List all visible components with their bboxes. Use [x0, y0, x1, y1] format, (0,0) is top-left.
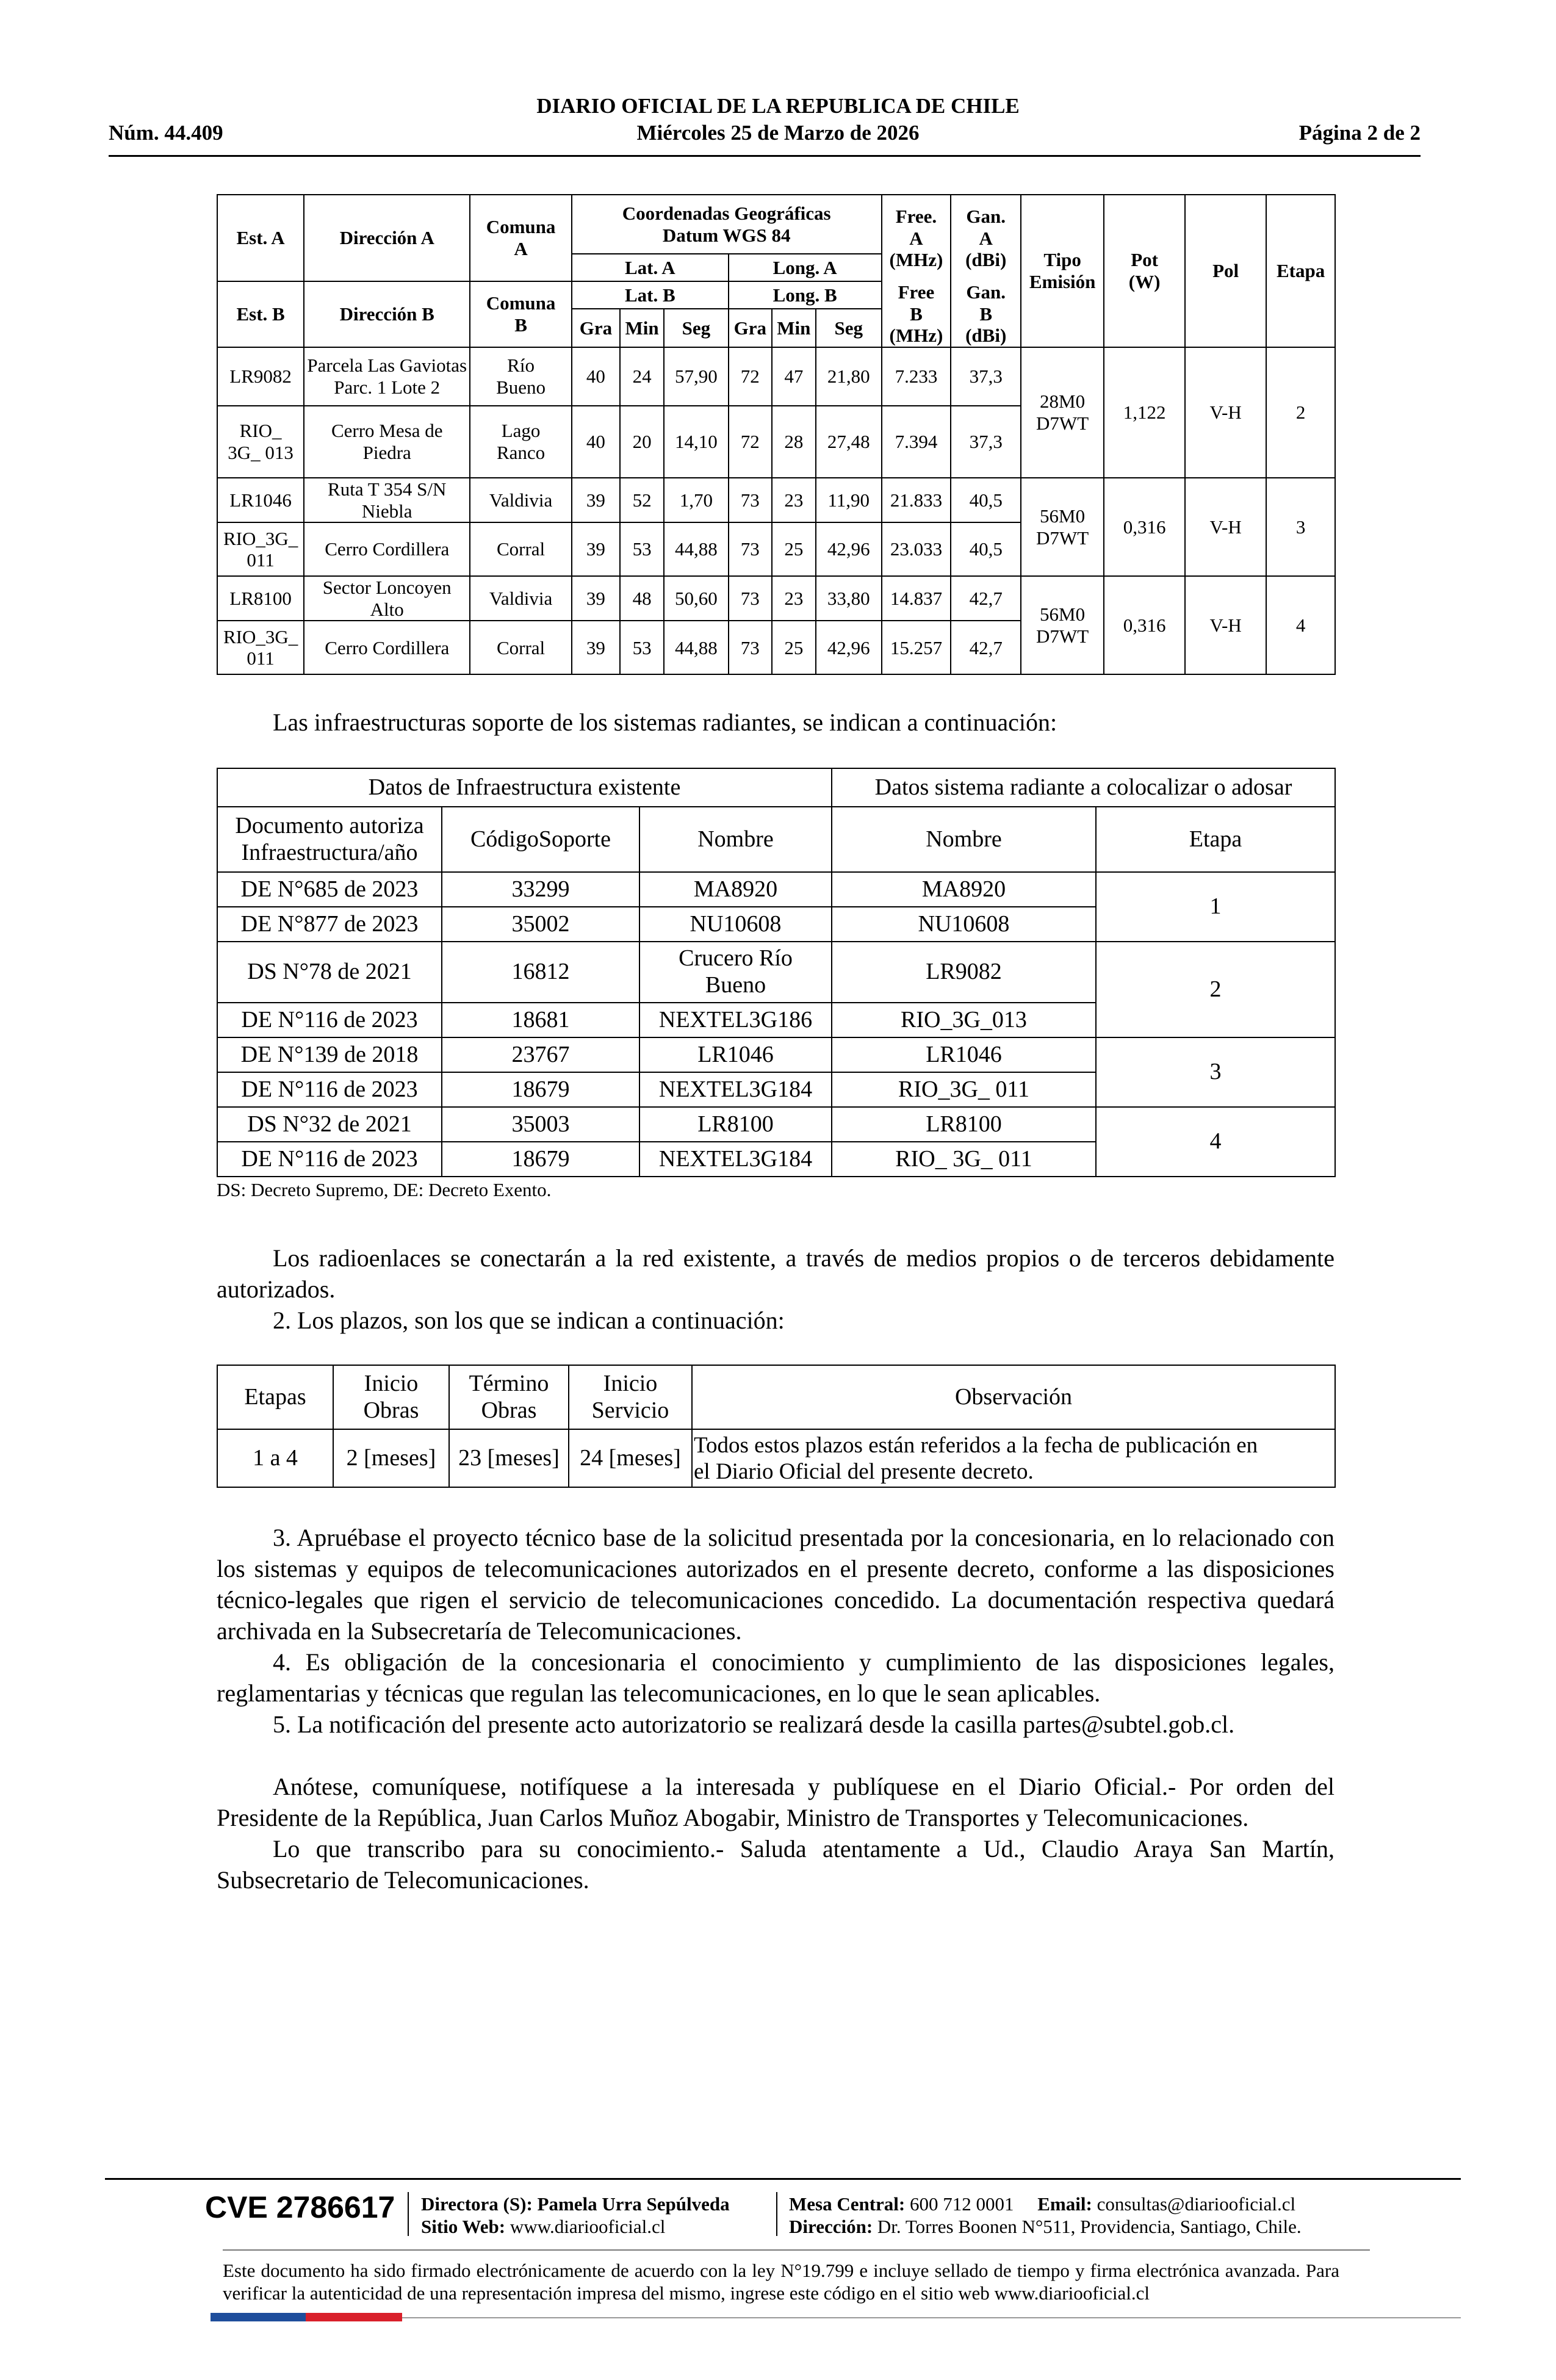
long-seg-cell: 42,96 [816, 621, 882, 674]
footer-divider [776, 2192, 777, 2236]
freq-cell: 15.257 [882, 621, 951, 674]
long-gra-cell: 73 [729, 621, 772, 674]
doc-cell: DE N°116 de 2023 [217, 1003, 442, 1037]
long-gra-cell: 73 [729, 576, 772, 621]
etapa-cell: 2 [1096, 942, 1335, 1037]
col-nombre-radiante: Nombre [832, 807, 1096, 872]
lat-seg-cell: 57,90 [664, 347, 729, 406]
est-cell: RIO_3G_ 011 [217, 522, 304, 576]
inicio-servicio-cell: 24 [meses] [569, 1429, 692, 1487]
footer-rule-thin [223, 2249, 1370, 2251]
lat-seg-cell: 44,88 [664, 522, 729, 576]
header-gra-lat: Gra [572, 309, 620, 347]
long-gra-cell: 73 [729, 522, 772, 576]
header-freq-b: Free B (MHz) [882, 281, 951, 347]
radio-links-table [217, 194, 1336, 675]
header-pot: Pot (W) [1104, 195, 1185, 347]
gan-cell: 42,7 [951, 576, 1021, 621]
long-gra-cell: 72 [729, 347, 772, 406]
pol-cell: V-H [1185, 576, 1266, 674]
col-inicio-obras: Inicio Obras [333, 1365, 449, 1429]
header-est-b: Est. B [217, 281, 304, 347]
gan-cell: 40,5 [951, 478, 1021, 522]
freq-cell: 7.233 [882, 347, 951, 406]
freq-cell: 23.033 [882, 522, 951, 576]
col-etapa: Etapa [1096, 807, 1335, 872]
etapa-cell: 3 [1096, 1037, 1335, 1107]
dir-cell: Cerro Cordillera [304, 522, 470, 576]
comuna-cell: Corral [470, 621, 572, 674]
article-5: 5. La notificación del presente acto autorizatorio se realizará desde la casilla partes@subtel.gob.cl. [273, 1711, 1235, 1738]
comuna-cell: Lago Ranco [470, 406, 572, 478]
pot-cell: 0,316 [1104, 576, 1185, 674]
comuna-cell: Corral [470, 522, 572, 576]
footer-divider [408, 2192, 409, 2236]
header-gan-b: Gan. B (dBi) [951, 281, 1021, 347]
doc-cell: DS N°78 de 2021 [217, 942, 442, 1003]
lat-min-cell: 53 [620, 621, 664, 674]
long-gra-cell: 72 [729, 406, 772, 478]
group-existing-infra: Datos de Infraestructura existente [217, 768, 832, 807]
dir-cell: Sector Loncoyen Alto [304, 576, 470, 621]
comuna-cell: Valdivia [470, 576, 572, 621]
header-seg-long: Seg [816, 309, 882, 347]
table-row [217, 1107, 1335, 1142]
nombre-radiante-cell: RIO_3G_013 [832, 1003, 1096, 1037]
header-min-long: Min [772, 309, 816, 347]
col-codigo-soporte: CódigoSoporte [442, 807, 639, 872]
table-row [217, 1037, 1335, 1072]
col-documento: Documento autoriza Infraestructura/año [217, 807, 442, 872]
website-link[interactable]: www.diariooficial.cl [510, 2216, 666, 2237]
group-radiating-system: Datos sistema radiante a colocalizar o adosar [832, 768, 1335, 807]
doc-cell: DE N°116 de 2023 [217, 1072, 442, 1107]
codigo-cell: 35003 [442, 1107, 639, 1142]
est-cell: RIO_3G_ 011 [217, 621, 304, 674]
radiolinks-paragraph: Los radioenlaces se conectarán a la red existente, a través de medios propios o de terceros debidamente autorizados. 2. Los plazos, son los que se indican a continuación: [217, 1244, 1334, 1334]
flag-stripe-red [306, 2313, 402, 2321]
table-row [217, 478, 1335, 522]
header-lat-a: Lat. A [572, 254, 729, 281]
header-pol: Pol [1185, 195, 1266, 347]
nombre-cell: MA8920 [639, 872, 832, 907]
footer-contact-left: Directora (S): Pamela Urra Sepúlveda Sitio Web: www.diariooficial.cl [421, 2193, 730, 2237]
est-cell: RIO_ 3G_ 013 [217, 406, 304, 478]
table-row [217, 347, 1335, 406]
codigo-cell: 33299 [442, 872, 639, 907]
article-3: 3. Apruébase el proyecto técnico base de la solicitud presentada por la concesionaria, en lo relacionado con los sistemas y equipos de telecomunicaciones autorizados en el presente decreto, conforme a las disposiciones técnico-legales que rigen el servicio de telecomunicaciones concedido. La documentación respectiva quedará archivada en la Subsecretaría de Telecomunicaciones. [217, 1524, 1334, 1645]
freq-cell: 7.394 [882, 406, 951, 478]
footer-contact-right: Mesa Central: 600 712 0001 Email: consultas@diariooficial.cl Dirección: Dr. Torres Boonen N°511, Providencia, Santiago, Chile. [789, 2193, 1302, 2237]
long-min-cell: 28 [772, 406, 816, 478]
etapa-cell: 4 [1266, 576, 1335, 674]
header-long-b: Long. B [729, 281, 882, 309]
observacion-cell: Todos estos plazos están referidos a la fecha de publicación en el Diario Oficial del presente decreto. [692, 1429, 1335, 1487]
doc-cell: DE N°685 de 2023 [217, 872, 442, 907]
header-coords: Coordenadas Geográficas Datum WGS 84 [572, 195, 882, 254]
est-cell: LR9082 [217, 347, 304, 406]
nombre-cell: NU10608 [639, 907, 832, 942]
gan-cell: 40,5 [951, 522, 1021, 576]
header-min-lat: Min [620, 309, 664, 347]
nombre-radiante-cell: LR1046 [832, 1037, 1096, 1072]
long-seg-cell: 27,48 [816, 406, 882, 478]
header-comuna-b: Comuna B [470, 281, 572, 347]
header-comuna-a: Comuna A [470, 195, 572, 281]
long-min-cell: 23 [772, 478, 816, 522]
dir-cell: Parcela Las Gaviotas Parc. 1 Lote 2 [304, 347, 470, 406]
est-cell: LR1046 [217, 478, 304, 522]
nombre-cell: Crucero Río Bueno [639, 942, 832, 1003]
etapa-cell: 2 [1266, 347, 1335, 478]
etapa-cell: 4 [1096, 1107, 1335, 1177]
lat-gra-cell: 39 [572, 576, 620, 621]
nombre-radiante-cell: NU10608 [832, 907, 1096, 942]
doc-cell: DE N°116 de 2023 [217, 1142, 442, 1177]
lat-min-cell: 53 [620, 522, 664, 576]
pot-cell: 1,122 [1104, 347, 1185, 478]
col-nombre: Nombre [639, 807, 832, 872]
lat-seg-cell: 44,88 [664, 621, 729, 674]
nombre-cell: LR8100 [639, 1107, 832, 1142]
header-gan-a: Gan. A (dBi) [951, 195, 1021, 281]
doc-cell: DE N°877 de 2023 [217, 907, 442, 942]
nombre-cell: LR1046 [639, 1037, 832, 1072]
gan-cell: 42,7 [951, 621, 1021, 674]
header-freq-a: Free. A (MHz) [882, 195, 951, 281]
long-min-cell: 23 [772, 576, 816, 621]
termino-obras-cell: 23 [meses] [449, 1429, 569, 1487]
tipo-cell: 56M0 D7WT [1021, 576, 1104, 674]
col-inicio-servicio: Inicio Servicio [569, 1365, 692, 1429]
nombre-radiante-cell: LR9082 [832, 942, 1096, 1003]
long-gra-cell: 73 [729, 478, 772, 522]
footer-rule [105, 2178, 1461, 2180]
pol-cell: V-H [1185, 478, 1266, 576]
lat-min-cell: 20 [620, 406, 664, 478]
header-dir-a: Dirección A [304, 195, 470, 281]
header-lat-b: Lat. B [572, 281, 729, 309]
lat-min-cell: 52 [620, 478, 664, 522]
header-rule [109, 155, 1421, 157]
header-gra-long: Gra [729, 309, 772, 347]
nombre-cell: NEXTEL3G184 [639, 1142, 832, 1177]
nombre-cell: NEXTEL3G184 [639, 1072, 832, 1107]
newspaper-title: DIARIO OFICIAL DE LA REPUBLICA DE CHILE [536, 94, 1020, 118]
header-dir-b: Dirección B [304, 281, 470, 347]
header-est-a: Est. A [217, 195, 304, 281]
doc-cell: DE N°139 de 2018 [217, 1037, 442, 1072]
header-seg-lat: Seg [664, 309, 729, 347]
freq-cell: 21.833 [882, 478, 951, 522]
inicio-obras-cell: 2 [meses] [333, 1429, 449, 1487]
lat-seg-cell: 1,70 [664, 478, 729, 522]
cve-code: CVE 2786617 [205, 2190, 395, 2224]
infra-intro-paragraph: Las infraestructuras soporte de los sistemas radiantes, se indican a continuación: [273, 709, 1057, 736]
nombre-radiante-cell: MA8920 [832, 872, 1096, 907]
dir-cell: Cerro Cordillera [304, 621, 470, 674]
etapa-cell: 1 [1096, 872, 1335, 942]
pot-cell: 0,316 [1104, 478, 1185, 576]
header-tipo: Tipo Emisión [1021, 195, 1104, 347]
lat-gra-cell: 40 [572, 347, 620, 406]
nombre-radiante-cell: RIO_3G_ 011 [832, 1072, 1096, 1107]
infrastructure-table [217, 768, 1336, 1177]
article-4: 4. Es obligación de la concesionaria el conocimiento y cumplimiento de las disposiciones legales, reglamentarias y técnicas que regulan las telecomunicaciones, en lo que le sean aplicables. [217, 1648, 1334, 1707]
lat-gra-cell: 39 [572, 522, 620, 576]
lat-seg-cell: 50,60 [664, 576, 729, 621]
nombre-cell: NEXTEL3G186 [639, 1003, 832, 1037]
doc-cell: DS N°32 de 2021 [217, 1107, 442, 1142]
freq-cell: 14.837 [882, 576, 951, 621]
footer-bottom-rule [223, 2317, 1461, 2318]
codigo-cell: 16812 [442, 942, 639, 1003]
gan-cell: 37,3 [951, 406, 1021, 478]
etapas-cell: 1 a 4 [217, 1429, 333, 1487]
codigo-cell: 18679 [442, 1142, 639, 1177]
flag-stripe-blue [211, 2313, 306, 2321]
table-row [217, 872, 1335, 907]
email-link[interactable]: consultas@diariooficial.cl [1097, 2193, 1296, 2215]
pol-cell: V-H [1185, 347, 1266, 478]
long-seg-cell: 11,90 [816, 478, 882, 522]
lat-gra-cell: 39 [572, 478, 620, 522]
gan-cell: 37,3 [951, 347, 1021, 406]
col-termino-obras: Término Obras [449, 1365, 569, 1429]
articles-paragraphs [217, 1522, 1334, 1895]
table-row [217, 1429, 1335, 1487]
etapa-cell: 3 [1266, 478, 1335, 576]
long-seg-cell: 33,80 [816, 576, 882, 621]
signature-paragraph: Lo que transcribo para su conocimiento.- Saluda atentamente a Ud., Claudio Araya San Martín, Subsecretario de Telecomunicaciones. [217, 1835, 1334, 1894]
codigo-cell: 35002 [442, 907, 639, 942]
codigo-cell: 18679 [442, 1072, 639, 1107]
col-etapas: Etapas [217, 1365, 333, 1429]
issue-date: Miércoles 25 de Marzo de 2026 [636, 121, 920, 145]
table-row [217, 942, 1335, 1003]
dir-cell: Cerro Mesa de Piedra [304, 406, 470, 478]
issue-number: Núm. 44.409 [109, 121, 223, 145]
abbreviation-note: DS: Decreto Supremo, DE: Decreto Exento. [217, 1179, 552, 1200]
tipo-cell: 56M0 D7WT [1021, 478, 1104, 576]
lat-min-cell: 24 [620, 347, 664, 406]
comuna-cell: Valdivia [470, 478, 572, 522]
header-etapa: Etapa [1266, 195, 1335, 347]
table-row [217, 576, 1335, 621]
nombre-radiante-cell: RIO_ 3G_ 011 [832, 1142, 1096, 1177]
lat-gra-cell: 40 [572, 406, 620, 478]
est-cell: LR8100 [217, 576, 304, 621]
long-min-cell: 25 [772, 621, 816, 674]
comuna-cell: Río Bueno [470, 347, 572, 406]
closing-paragraph: Anótese, comuníquese, notifíquese a la interesada y publíquese en el Diario Oficial.- Por orden del Presidente de la República, Juan Carlos Muñoz Abogabir, Ministro de Transportes y Telecomunicaciones. [217, 1773, 1334, 1831]
deadlines-table [217, 1365, 1336, 1488]
long-min-cell: 25 [772, 522, 816, 576]
lat-min-cell: 48 [620, 576, 664, 621]
dir-cell: Ruta T 354 S/N Niebla [304, 478, 470, 522]
tipo-cell: 28M0 D7WT [1021, 347, 1104, 478]
lat-gra-cell: 39 [572, 621, 620, 674]
col-observacion: Observación [692, 1365, 1335, 1429]
nombre-radiante-cell: LR8100 [832, 1107, 1096, 1142]
lat-seg-cell: 14,10 [664, 406, 729, 478]
signature-note: Este documento ha sido firmado electrónicamente de acuerdo con la ley N°19.799 e incluye sellado de tiempo y firma electrónica avanzada. Para verificar la autenticidad de una representación impresa del mismo, ingrese este código en el sitio web www.diariooficial.cl [223, 2260, 1339, 2304]
long-seg-cell: 21,80 [816, 347, 882, 406]
codigo-cell: 18681 [442, 1003, 639, 1037]
header-long-a: Long. A [729, 254, 882, 281]
long-seg-cell: 42,96 [816, 522, 882, 576]
page-number: Página 2 de 2 [1298, 121, 1421, 145]
codigo-cell: 23767 [442, 1037, 639, 1072]
long-min-cell: 47 [772, 347, 816, 406]
